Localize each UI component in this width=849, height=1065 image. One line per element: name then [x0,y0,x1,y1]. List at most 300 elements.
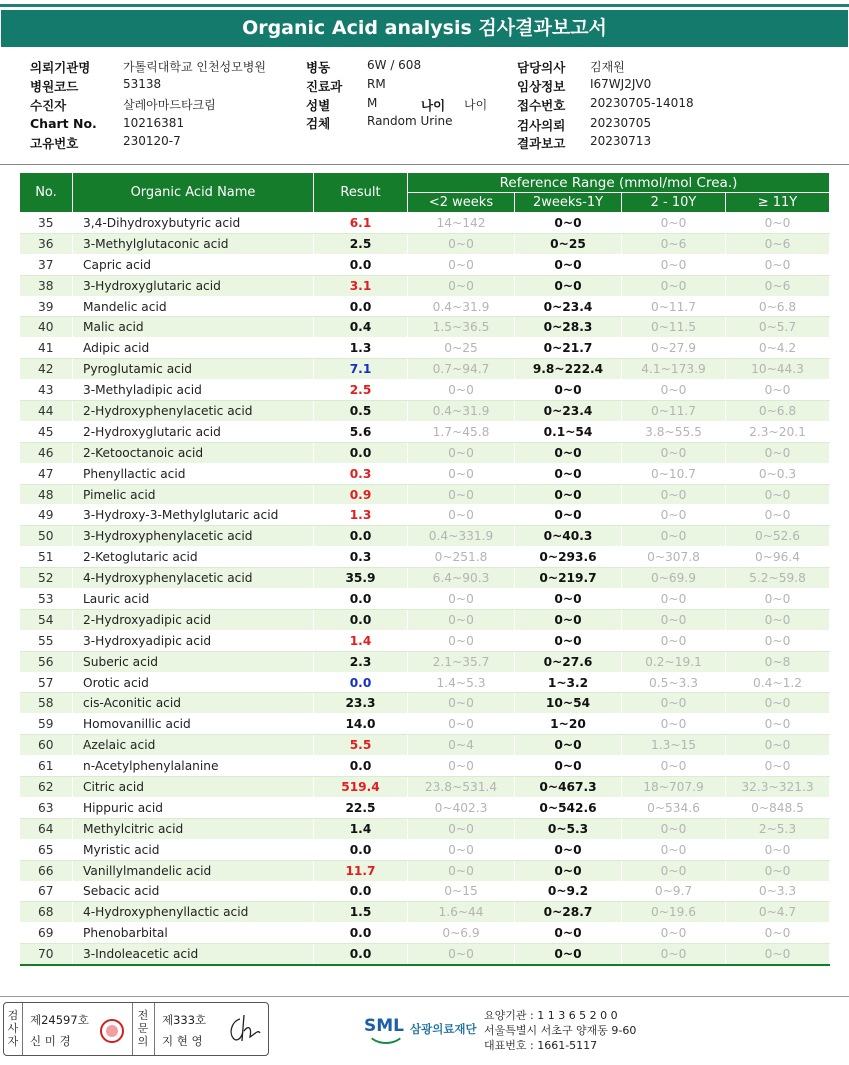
row-number: 37 [20,254,73,275]
range-lt2w: 0~0 [408,589,515,610]
range-2w-1y: 10~54 [515,693,622,714]
acid-name: Citric acid [73,777,314,798]
range-2-10y: 0~0 [622,839,726,860]
range-lt2w: 0~0 [408,275,515,296]
range-ge11y: 0~0 [726,714,830,735]
row-number: 56 [20,651,73,672]
acid-name: 2-Hydroxyglutaric acid [73,421,314,442]
table-row [20,672,830,693]
range-2-10y: 3.8~55.5 [622,421,726,442]
range-ge11y: 0~0 [726,254,830,275]
result-value: 0.0 [314,296,408,317]
range-2-10y: 0~11.7 [622,296,726,317]
range-2-10y: 0~10.7 [622,463,726,484]
range-ge11y: 2.3~20.1 [726,421,830,442]
acid-name: 2-Hydroxyadipic acid [73,609,314,630]
row-number: 62 [20,777,73,798]
range-2-10y: 0~0 [622,923,726,944]
range-2w-1y: 0~467.3 [515,777,622,798]
row-number: 58 [20,693,73,714]
table-row [20,421,830,442]
doctor: 김재원 [590,60,625,74]
clinical-info: I67WJ2JV0 [590,77,652,91]
row-number: 70 [20,944,73,965]
range-lt2w: 0~251.8 [408,547,515,568]
range-lt2w: 14~142 [408,213,515,234]
range-lt2w: 0~0 [408,380,515,401]
range-lt2w: 1.5~36.5 [408,317,515,338]
ward-label: 병동 [306,60,331,75]
request-date-label: 검사의뢰 [517,118,566,133]
result-value: 7.1 [314,359,408,380]
range-lt2w: 0~0 [408,463,515,484]
range-lt2w: 0~402.3 [408,797,515,818]
examinee-label: 수진자 [30,98,67,113]
range-ge11y: 0~6 [726,275,830,296]
range-2w-1y: 0~0 [515,630,622,651]
table-row [20,213,830,234]
table-row [20,484,830,505]
result-value: 3.1 [314,275,408,296]
range-ge11y: 0~0.3 [726,463,830,484]
acid-name: Lauric acid [73,589,314,610]
range-ge11y: 5.2~59.8 [726,568,830,589]
row-number: 48 [20,484,73,505]
range-lt2w: 0~25 [408,338,515,359]
range-2w-1y: 0~28.3 [515,317,622,338]
chart-no-label: Chart No. [30,116,97,131]
lab-phone: 대표번호 : 1661-5117 [484,1039,598,1052]
table-row [20,923,830,944]
range-2w-1y: 0~21.7 [515,338,622,359]
range-2w-1y: 0~0 [515,860,622,881]
table-row [20,505,830,526]
range-2-10y: 0~0 [622,254,726,275]
range-lt2w: 0~0 [408,756,515,777]
result-value: 1.4 [314,630,408,651]
range-lt2w: 0~0 [408,714,515,735]
acid-name: Capric acid [73,254,314,275]
result-value: 0.0 [314,672,408,693]
range-ge11y: 0~0 [726,484,830,505]
table-row [20,651,830,672]
lab-code: 요양기관 : 1 1 3 6 5 2 0 0 [484,1009,618,1022]
range-2w-1y: 0~0 [515,254,622,275]
range-2w-1y: 1~3.2 [515,672,622,693]
acid-name: Sebacic acid [73,881,314,902]
chart-no: 10216381 [123,116,185,130]
result-value: 1.4 [314,818,408,839]
hospital-code-label: 병원코드 [30,79,79,94]
clinical-info-label: 임상정보 [517,79,566,94]
result-value: 0.0 [314,442,408,463]
acid-name: Homovanillic acid [73,714,314,735]
row-number: 59 [20,714,73,735]
range-2-10y: 1.3~15 [622,735,726,756]
result-value: 14.0 [314,714,408,735]
row-number: 53 [20,589,73,610]
range-2-10y: 0~0 [622,484,726,505]
row-number: 66 [20,860,73,881]
range-ge11y: 0~3.3 [726,881,830,902]
specialist-license: 제333호 [162,1013,207,1027]
range-lt2w: 0.7~94.7 [408,359,515,380]
results-table [19,172,830,966]
signature-image [226,1011,262,1045]
table-row [20,338,830,359]
unique-no-label: 고유번호 [30,136,79,151]
row-number: 39 [20,296,73,317]
row-number: 65 [20,839,73,860]
signature-box [3,1002,269,1056]
range-lt2w: 6.4~90.3 [408,568,515,589]
range-ge11y: 0.4~1.2 [726,672,830,693]
row-number: 55 [20,630,73,651]
table-row [20,756,830,777]
examinee: 살레아마드타크림 [123,98,216,112]
row-number: 52 [20,568,73,589]
result-value: 23.3 [314,693,408,714]
range-ge11y: 0~96.4 [726,547,830,568]
acid-name: 3-Methyladipic acid [73,380,314,401]
row-number: 50 [20,526,73,547]
row-number: 38 [20,275,73,296]
acid-name: 2-Ketooctanoic acid [73,442,314,463]
result-value: 35.9 [314,568,408,589]
header-range-2-10y: 2 - 10Y [622,193,726,213]
divider [154,1003,155,1055]
row-number: 54 [20,609,73,630]
row-number: 60 [20,735,73,756]
result-value: 11.7 [314,860,408,881]
acid-name: Vanillylmandelic acid [73,860,314,881]
range-2-10y: 18~707.9 [622,777,726,798]
acid-name: Azelaic acid [73,735,314,756]
range-2w-1y: 0~5.3 [515,818,622,839]
result-value: 0.0 [314,526,408,547]
acid-name: 3,4-Dihydroxybutyric acid [73,213,314,234]
table-row [20,463,830,484]
range-2w-1y: 0~0 [515,442,622,463]
result-value: 5.5 [314,735,408,756]
range-2w-1y: 0~23.4 [515,401,622,422]
range-lt2w: 0~0 [408,484,515,505]
table-row [20,881,830,902]
range-2-10y: 0~0 [622,756,726,777]
range-2w-1y: 0~219.7 [515,568,622,589]
age: 나이 [464,98,488,112]
range-ge11y: 0~848.5 [726,797,830,818]
row-number: 46 [20,442,73,463]
range-2-10y: 0~0 [622,380,726,401]
result-value: 0.4 [314,317,408,338]
table-row [20,401,830,422]
range-lt2w: 0~0 [408,442,515,463]
table-row [20,547,830,568]
range-ge11y: 0~6 [726,233,830,254]
specimen: Random Urine [367,114,453,128]
range-2w-1y: 0~0 [515,380,622,401]
range-2-10y: 0~0 [622,609,726,630]
result-value: 0.5 [314,401,408,422]
result-value: 0.3 [314,547,408,568]
range-lt2w: 2.1~35.7 [408,651,515,672]
range-2-10y: 0~0 [622,693,726,714]
row-number: 36 [20,233,73,254]
header-result: Result [314,173,408,213]
receipt-no: 20230705-14018 [590,96,694,110]
acid-name: Phenobarbital [73,923,314,944]
range-lt2w: 0~0 [408,505,515,526]
range-2w-1y: 0~0 [515,505,622,526]
range-lt2w: 23.8~531.4 [408,777,515,798]
acid-name: Methylcitric acid [73,818,314,839]
specialist-label: 전 문 의 [137,1009,149,1048]
range-ge11y: 0~0 [726,923,830,944]
specimen-label: 검체 [306,116,331,131]
range-2-10y: 0~19.6 [622,902,726,923]
header-range-ge11y: ≥ 11Y [726,193,830,213]
result-value: 519.4 [314,777,408,798]
table-body [20,213,830,965]
row-number: 63 [20,797,73,818]
range-ge11y: 0~0 [726,860,830,881]
range-2w-1y: 0~23.4 [515,296,622,317]
table-row [20,630,830,651]
result-value: 6.1 [314,213,408,234]
row-number: 41 [20,338,73,359]
range-2w-1y: 0~0 [515,484,622,505]
range-lt2w: 1.6~44 [408,902,515,923]
header-name: Organic Acid Name [73,173,314,213]
acid-name: Pimelic acid [73,484,314,505]
acid-name: 2-Ketoglutaric acid [73,547,314,568]
range-lt2w: 0~6.9 [408,923,515,944]
range-ge11y: 0~0 [726,693,830,714]
range-lt2w: 0~0 [408,609,515,630]
range-2-10y: 0~0 [622,589,726,610]
requesting-institution-label: 의뢰기관명 [30,60,91,75]
range-2w-1y: 0~0 [515,463,622,484]
table-row [20,818,830,839]
range-lt2w: 0~15 [408,881,515,902]
divider [132,1003,133,1055]
table-row [20,568,830,589]
result-value: 1.5 [314,902,408,923]
range-2w-1y: 0~25 [515,233,622,254]
range-ge11y: 0~4.7 [726,902,830,923]
range-2w-1y: 0~9.2 [515,881,622,902]
table-row [20,442,830,463]
table-row [20,317,830,338]
report-date: 20230713 [590,134,652,148]
range-2-10y: 0~0 [622,818,726,839]
acid-name: Adipic acid [73,338,314,359]
range-lt2w: 0~0 [408,254,515,275]
range-2w-1y: 0~0 [515,609,622,630]
result-value: 0.0 [314,923,408,944]
range-ge11y: 0~0 [726,505,830,526]
range-lt2w: 0~0 [408,860,515,881]
range-lt2w: 0.4~31.9 [408,401,515,422]
range-ge11y: 0~0 [726,630,830,651]
divider [0,164,849,165]
result-value: 0.0 [314,609,408,630]
range-ge11y: 32.3~321.3 [726,777,830,798]
divider [22,1003,23,1055]
range-2w-1y: 0~0 [515,756,622,777]
range-2w-1y: 0~0 [515,275,622,296]
range-2w-1y: 0~0 [515,944,622,965]
table-row [20,296,830,317]
table-row [20,735,830,756]
requesting-institution: 가톨릭대학교 인천성모병원 [123,60,266,74]
header-range-lt2w: <2 weeks [408,193,515,213]
table-row [20,944,830,965]
range-2-10y: 0~0 [622,714,726,735]
range-2-10y: 4.1~173.9 [622,359,726,380]
range-2w-1y: 0~542.6 [515,797,622,818]
range-2w-1y: 1~20 [515,714,622,735]
range-2-10y: 0~0 [622,526,726,547]
result-value: 0.0 [314,254,408,275]
range-2w-1y: 0~0 [515,589,622,610]
acid-name: Orotic acid [73,672,314,693]
range-ge11y: 2~5.3 [726,818,830,839]
row-number: 67 [20,881,73,902]
result-value: 0.0 [314,944,408,965]
range-2w-1y: 0.1~54 [515,421,622,442]
range-ge11y: 10~44.3 [726,359,830,380]
result-value: 1.3 [314,505,408,526]
acid-name: Phenyllactic acid [73,463,314,484]
range-2-10y: 0~307.8 [622,547,726,568]
range-ge11y: 0~52.6 [726,526,830,547]
row-number: 69 [20,923,73,944]
result-value: 5.6 [314,421,408,442]
row-number: 42 [20,359,73,380]
row-number: 68 [20,902,73,923]
department: RM [367,77,386,91]
row-number: 43 [20,380,73,401]
acid-name: 3-Methylglutaconic acid [73,233,314,254]
unique-no: 230120-7 [123,134,181,148]
table-row [20,233,830,254]
range-2-10y: 0~534.6 [622,797,726,818]
range-lt2w: 0~0 [408,233,515,254]
range-ge11y: 0~5.7 [726,317,830,338]
table-row [20,714,830,735]
result-value: 0.0 [314,881,408,902]
range-ge11y: 0~0 [726,213,830,234]
examiner-name: 신 미 경 [30,1034,71,1048]
table-row [20,777,830,798]
range-ge11y: 0~0 [726,839,830,860]
range-ge11y: 0~0 [726,589,830,610]
table-row [20,797,830,818]
range-ge11y: 0~4.2 [726,338,830,359]
range-2-10y: 0~0 [622,213,726,234]
range-2w-1y: 0~27.6 [515,651,622,672]
footer-divider [0,996,849,997]
lab-address: 서울특별시 서초구 양재동 9-60 [484,1024,637,1037]
acid-name: Suberic acid [73,651,314,672]
acid-name: cis-Aconitic acid [73,693,314,714]
range-lt2w: 0~0 [408,818,515,839]
department-label: 진료과 [306,79,343,94]
acid-name: n-Acetylphenylalanine [73,756,314,777]
top-rule [0,4,849,7]
acid-name: Pyroglutamic acid [73,359,314,380]
report-title: Organic Acid analysis 검사결과보고서 [1,10,848,47]
acid-name: 2-Hydroxyphenylacetic acid [73,401,314,422]
patient-info [0,56,849,156]
range-2-10y: 0~9.7 [622,881,726,902]
range-ge11y: 0~8 [726,651,830,672]
row-number: 57 [20,672,73,693]
row-number: 45 [20,421,73,442]
range-2w-1y: 0~0 [515,735,622,756]
row-number: 64 [20,818,73,839]
range-ge11y: 0~0 [726,735,830,756]
row-number: 40 [20,317,73,338]
result-value: 22.5 [314,797,408,818]
range-2w-1y: 0~293.6 [515,547,622,568]
range-lt2w: 0.4~31.9 [408,296,515,317]
result-value: 0.0 [314,839,408,860]
table-row [20,380,830,401]
table-row [20,526,830,547]
report-date-label: 결과보고 [517,136,566,151]
range-ge11y: 0~0 [726,609,830,630]
range-lt2w: 0.4~331.9 [408,526,515,547]
header-no: No. [20,173,73,213]
table-row [20,860,830,881]
range-2-10y: 0~0 [622,944,726,965]
range-lt2w: 0~4 [408,735,515,756]
result-value: 1.3 [314,338,408,359]
range-2-10y: 0~11.7 [622,401,726,422]
result-value: 0.0 [314,589,408,610]
range-2-10y: 0~6 [622,233,726,254]
range-lt2w: 1.7~45.8 [408,421,515,442]
range-2w-1y: 0~0 [515,839,622,860]
range-ge11y: 0~6.8 [726,401,830,422]
examiner-label: 검 사 자 [7,1009,19,1048]
sex: M [367,96,378,110]
acid-name: Myristic acid [73,839,314,860]
range-ge11y: 0~0 [726,944,830,965]
hospital-code: 53138 [123,77,162,91]
range-2w-1y: 0~28.7 [515,902,622,923]
result-value: 2.3 [314,651,408,672]
row-number: 61 [20,756,73,777]
company-logo [364,1010,504,1050]
range-2-10y: 0~0 [622,860,726,881]
acid-name: Mandelic acid [73,296,314,317]
row-number: 35 [20,213,73,234]
table-row [20,359,830,380]
request-date: 20230705 [590,116,652,130]
result-value: 0.9 [314,484,408,505]
range-2-10y: 0~69.9 [622,568,726,589]
range-ge11y: 0~6.8 [726,296,830,317]
row-number: 51 [20,547,73,568]
range-2-10y: 0.5~3.3 [622,672,726,693]
examiner-license: 제24597호 [30,1013,89,1027]
table-row [20,693,830,714]
range-2-10y: 0~0 [622,442,726,463]
